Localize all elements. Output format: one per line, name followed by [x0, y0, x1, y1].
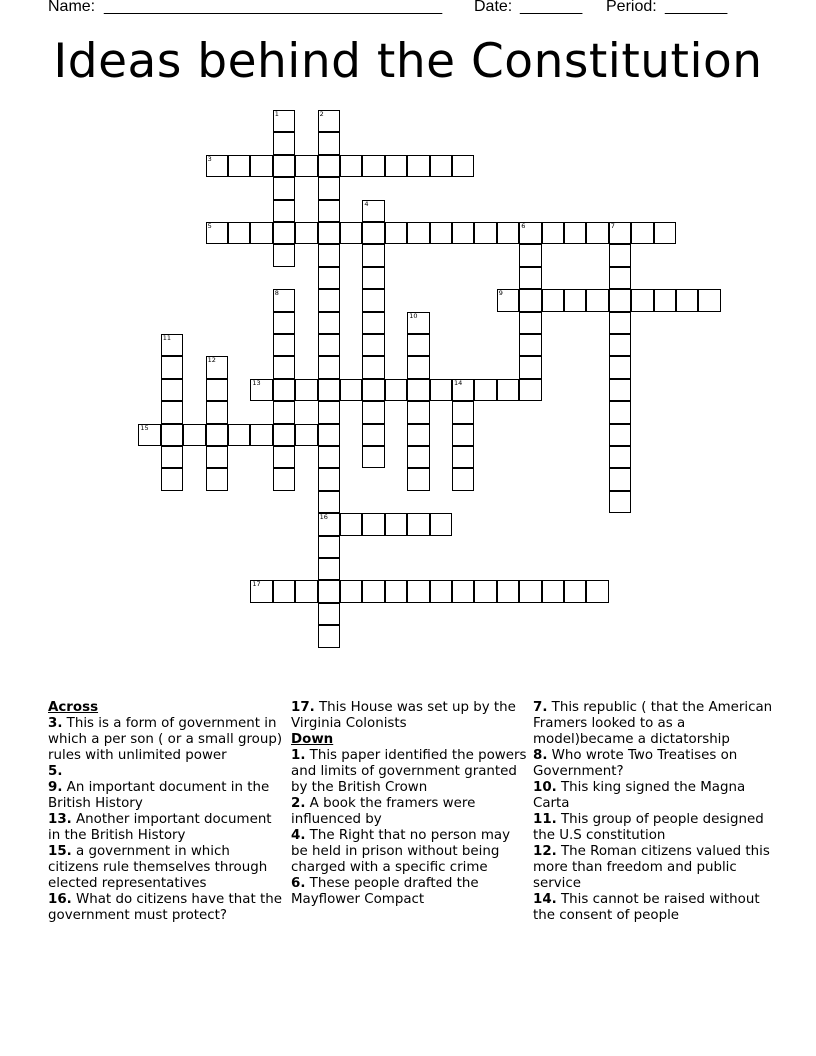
- crossword-cell[interactable]: [273, 177, 295, 199]
- crossword-cell[interactable]: [273, 222, 295, 244]
- crossword-cell[interactable]: [206, 401, 228, 423]
- crossword-cell[interactable]: [497, 289, 519, 311]
- crossword-cell[interactable]: [340, 379, 362, 401]
- crossword-cell[interactable]: [318, 491, 340, 513]
- crossword-cell[interactable]: [497, 222, 519, 244]
- crossword-cell[interactable]: [519, 267, 541, 289]
- crossword-cell[interactable]: [206, 424, 228, 446]
- crossword-cell[interactable]: [519, 580, 541, 602]
- crossword-cell[interactable]: [609, 446, 631, 468]
- crossword-cell[interactable]: [654, 222, 676, 244]
- crossword-cell[interactable]: [385, 379, 407, 401]
- crossword-cell[interactable]: [362, 580, 384, 602]
- across-heading: Across: [48, 700, 99, 715]
- cell-number: 5: [207, 222, 212, 230]
- crossword-cell[interactable]: [609, 468, 631, 490]
- crossword-cell[interactable]: [228, 222, 250, 244]
- crossword-cell[interactable]: [318, 312, 340, 334]
- crossword-cell[interactable]: [362, 200, 384, 222]
- crossword-cell[interactable]: [295, 155, 317, 177]
- crossword-cell[interactable]: [318, 132, 340, 154]
- crossword-cell[interactable]: [161, 334, 183, 356]
- crossword-cell[interactable]: [250, 379, 272, 401]
- cell-number: 11: [162, 334, 172, 342]
- crossword-cell[interactable]: [407, 401, 429, 423]
- crossword-cell[interactable]: [586, 289, 608, 311]
- clue-across-9: 9. An important document in the British History: [48, 780, 270, 811]
- clue-down-12: 12. The Roman citizens valued this more than freedom and public service: [533, 844, 770, 891]
- crossword-cell[interactable]: [362, 244, 384, 266]
- crossword-cell[interactable]: [318, 424, 340, 446]
- crossword-cell[interactable]: [318, 513, 340, 535]
- crossword-cell[interactable]: [362, 312, 384, 334]
- cell-number: 10: [409, 311, 418, 320]
- crossword-cell[interactable]: [161, 446, 183, 468]
- period-blank[interactable]: _______: [665, 0, 728, 15]
- crossword-cell[interactable]: [564, 222, 586, 244]
- crossword-cell[interactable]: [273, 132, 295, 154]
- crossword-cell[interactable]: [609, 267, 631, 289]
- crossword-cell[interactable]: [318, 603, 340, 625]
- clue-across-3: 3. This is a form of government in which a per son ( or a small group) rules with unlimited power: [48, 716, 283, 763]
- crossword-cell[interactable]: [430, 580, 452, 602]
- crossword-cell[interactable]: [273, 289, 295, 311]
- cell-number: 3: [207, 154, 212, 163]
- crossword-cell[interactable]: [318, 177, 340, 199]
- crossword-cell[interactable]: [407, 468, 429, 490]
- crossword-cell[interactable]: [407, 356, 429, 378]
- crossword-cell[interactable]: [362, 379, 384, 401]
- crossword-cell[interactable]: [474, 580, 496, 602]
- crossword-cell[interactable]: [228, 155, 250, 177]
- crossword-cell[interactable]: [430, 222, 452, 244]
- crossword-cell[interactable]: [318, 625, 340, 647]
- crossword-cell[interactable]: [273, 244, 295, 266]
- crossword-cell[interactable]: [385, 580, 407, 602]
- cell-number: 6: [521, 222, 526, 230]
- crossword-cell[interactable]: [407, 513, 429, 535]
- crossword-cell[interactable]: [362, 222, 384, 244]
- crossword-cell[interactable]: [609, 491, 631, 513]
- crossword-cell[interactable]: [362, 334, 384, 356]
- crossword-cell[interactable]: [407, 155, 429, 177]
- crossword-cell[interactable]: [295, 379, 317, 401]
- crossword-cell[interactable]: [161, 379, 183, 401]
- crossword-cell[interactable]: [452, 222, 474, 244]
- crossword-cell[interactable]: [295, 580, 317, 602]
- cell-number: 12: [207, 356, 216, 365]
- crossword-cell[interactable]: [564, 289, 586, 311]
- crossword-cell[interactable]: [318, 200, 340, 222]
- crossword-cell[interactable]: [676, 289, 698, 311]
- clue-down-11: 11. This group of people designed the U.S constitution: [533, 812, 764, 843]
- crossword-cell[interactable]: [228, 424, 250, 446]
- crossword-cell[interactable]: [250, 580, 272, 602]
- clue-down-8: 8. Who wrote Two Treatises on Government?: [533, 748, 738, 779]
- crossword-cell[interactable]: [609, 424, 631, 446]
- crossword-cell[interactable]: [519, 379, 541, 401]
- crossword-cell[interactable]: [474, 222, 496, 244]
- crossword-cell[interactable]: [385, 513, 407, 535]
- clue-down-2: 2. A book the framers were influenced by: [291, 796, 476, 827]
- crossword-cell[interactable]: [183, 424, 205, 446]
- crossword-cell[interactable]: [273, 446, 295, 468]
- cell-number: 2: [319, 110, 324, 118]
- crossword-cell[interactable]: [273, 312, 295, 334]
- crossword-cell[interactable]: [430, 155, 452, 177]
- crossword-cell[interactable]: [340, 222, 362, 244]
- crossword-cell[interactable]: [273, 401, 295, 423]
- clue-down-6: 6. These people drafted the Mayflower Compact: [291, 876, 479, 907]
- crossword-cell[interactable]: [452, 379, 474, 401]
- crossword-cell[interactable]: [407, 580, 429, 602]
- crossword-cell[interactable]: [519, 356, 541, 378]
- crossword-cell[interactable]: [161, 356, 183, 378]
- crossword-cell[interactable]: [631, 222, 653, 244]
- crossword-cell[interactable]: [362, 289, 384, 311]
- crossword-cell[interactable]: [407, 312, 429, 334]
- period-label: Period:: [606, 0, 657, 15]
- crossword-cell[interactable]: [362, 401, 384, 423]
- crossword-cell[interactable]: [295, 424, 317, 446]
- clue-down-4: 4. The Right that no person may be held in prison without being charged with a specific crime: [291, 828, 511, 875]
- crossword-cell[interactable]: [362, 356, 384, 378]
- clues-column-1: [48, 700, 284, 924]
- crossword-cell[interactable]: [250, 222, 272, 244]
- name-label: Name:: [48, 0, 96, 15]
- cell-number: 4: [364, 199, 369, 208]
- crossword-cell[interactable]: [318, 536, 340, 558]
- crossword-cell[interactable]: [430, 379, 452, 401]
- crossword-cell[interactable]: [318, 580, 340, 602]
- crossword-cell[interactable]: [362, 513, 384, 535]
- clue-across-13: 13. Another important document in the British History: [48, 812, 272, 843]
- crossword-cell[interactable]: [609, 289, 631, 311]
- crossword-cell[interactable]: [340, 580, 362, 602]
- crossword-cell[interactable]: [497, 580, 519, 602]
- crossword-cell[interactable]: [318, 558, 340, 580]
- cell-number: 15: [140, 423, 149, 432]
- crossword-cell[interactable]: [318, 401, 340, 423]
- crossword-cell[interactable]: [497, 379, 519, 401]
- clue-down-1: 1. This paper identified the powers and limits of government granted by the British Crown: [291, 748, 527, 795]
- crossword-cell[interactable]: [318, 155, 340, 177]
- crossword-cell[interactable]: [609, 379, 631, 401]
- crossword-cell[interactable]: [250, 155, 272, 177]
- crossword-cell[interactable]: [273, 200, 295, 222]
- crossword-cell[interactable]: [609, 401, 631, 423]
- down-heading: Down: [291, 732, 334, 747]
- crossword-cell[interactable]: [340, 513, 362, 535]
- crossword-cell[interactable]: [452, 580, 474, 602]
- crossword-cell[interactable]: [318, 244, 340, 266]
- crossword-cell[interactable]: [452, 446, 474, 468]
- crossword-cell[interactable]: [273, 379, 295, 401]
- crossword-cell[interactable]: [452, 155, 474, 177]
- crossword-cell[interactable]: [474, 379, 496, 401]
- crossword-cell[interactable]: [407, 446, 429, 468]
- crossword-cell[interactable]: [654, 289, 676, 311]
- clues-column-3: [533, 700, 773, 924]
- clue-across-16: 16. What do citizens have that the government must protect?: [48, 892, 282, 923]
- crossword-cell[interactable]: [564, 580, 586, 602]
- crossword-cell[interactable]: [362, 155, 384, 177]
- crossword-cell[interactable]: [362, 446, 384, 468]
- crossword-cell[interactable]: [273, 424, 295, 446]
- crossword-cell[interactable]: [161, 424, 183, 446]
- date-label: Date:: [474, 0, 513, 15]
- crossword-cell[interactable]: [318, 267, 340, 289]
- clue-across-15: 15. a government in which citizens rule themselves through elected representatives: [48, 844, 268, 891]
- crossword-cell[interactable]: [407, 334, 429, 356]
- cell-number: 8: [274, 289, 279, 298]
- crossword-cell[interactable]: [609, 334, 631, 356]
- clue-across-17: 17. This House was set up by the Virginia Colonists: [291, 700, 516, 731]
- crossword-cell[interactable]: [542, 580, 564, 602]
- crossword-cell[interactable]: [586, 580, 608, 602]
- crossword-cell[interactable]: [206, 222, 228, 244]
- crossword-cell[interactable]: [318, 356, 340, 378]
- clue-down-7: 7. This republic ( that the American Framers looked to as a model)became a dictatorship: [533, 700, 773, 747]
- crossword-cell[interactable]: [161, 468, 183, 490]
- crossword-cell[interactable]: [273, 580, 295, 602]
- cell-number: 1: [274, 110, 279, 118]
- name-blank[interactable]: ______________________________________: [104, 0, 443, 15]
- crossword-cell[interactable]: [273, 468, 295, 490]
- crossword-cell[interactable]: [385, 155, 407, 177]
- clue-down-10: 10. This king signed the Magna Carta: [533, 780, 746, 811]
- crossword-cell[interactable]: [206, 379, 228, 401]
- clue-down-14: 14. This cannot be raised without the consent of people: [533, 892, 760, 923]
- crossword-cell[interactable]: [206, 356, 228, 378]
- crossword-cell[interactable]: [206, 155, 228, 177]
- crossword-cell[interactable]: [318, 289, 340, 311]
- crossword-cell[interactable]: [452, 401, 474, 423]
- crossword-cell[interactable]: [407, 222, 429, 244]
- crossword-cell[interactable]: [318, 446, 340, 468]
- cell-number: 14: [454, 378, 463, 387]
- crossword-cell[interactable]: [519, 312, 541, 334]
- crossword-cell[interactable]: [452, 424, 474, 446]
- crossword-cell[interactable]: [295, 222, 317, 244]
- crossword-cell[interactable]: [362, 424, 384, 446]
- crossword-cell[interactable]: [609, 312, 631, 334]
- crossword-cell[interactable]: [362, 267, 384, 289]
- crossword-cell[interactable]: [206, 468, 228, 490]
- crossword-cell[interactable]: [340, 155, 362, 177]
- cell-number: 17: [252, 580, 261, 589]
- crossword-cell[interactable]: [318, 334, 340, 356]
- date-blank[interactable]: _______: [520, 0, 583, 15]
- crossword-cell[interactable]: [586, 222, 608, 244]
- crossword-cell[interactable]: [631, 289, 653, 311]
- crossword-cell[interactable]: [542, 289, 564, 311]
- crossword-cell[interactable]: [273, 155, 295, 177]
- page-title: Ideas behind the Constitution: [53, 34, 763, 89]
- crossword-cell[interactable]: [250, 424, 272, 446]
- crossword-cell[interactable]: [407, 424, 429, 446]
- cell-number: 13: [252, 378, 261, 387]
- crossword-cell[interactable]: [519, 289, 541, 311]
- crossword-cell[interactable]: [206, 446, 228, 468]
- crossword-cell[interactable]: [385, 222, 407, 244]
- cell-number: 9: [498, 289, 503, 298]
- clue-across-5: 5.: [48, 764, 63, 779]
- crossword-cell[interactable]: [318, 379, 340, 401]
- crossword-cell[interactable]: [519, 334, 541, 356]
- crossword-cell[interactable]: [273, 334, 295, 356]
- crossword-cell[interactable]: [698, 289, 720, 311]
- cell-number: 7: [610, 222, 615, 230]
- crossword-cell[interactable]: [273, 356, 295, 378]
- crossword-cell[interactable]: [609, 222, 631, 244]
- crossword-cell[interactable]: [407, 379, 429, 401]
- crossword-cell[interactable]: [542, 222, 564, 244]
- crossword-cell[interactable]: [609, 244, 631, 266]
- crossword-cell[interactable]: [452, 468, 474, 490]
- crossword-cell[interactable]: [430, 513, 452, 535]
- clues-column-2: [291, 700, 527, 908]
- crossword-cell[interactable]: [161, 401, 183, 423]
- crossword-cell[interactable]: [138, 424, 160, 446]
- cell-number: 16: [319, 513, 328, 522]
- crossword-cell[interactable]: [273, 110, 295, 132]
- crossword-cell[interactable]: [519, 222, 541, 244]
- crossword-cell[interactable]: [609, 356, 631, 378]
- crossword-cell[interactable]: [318, 468, 340, 490]
- crossword-cell[interactable]: [318, 222, 340, 244]
- crossword-cell[interactable]: [519, 244, 541, 266]
- crossword-cell[interactable]: [318, 110, 340, 132]
